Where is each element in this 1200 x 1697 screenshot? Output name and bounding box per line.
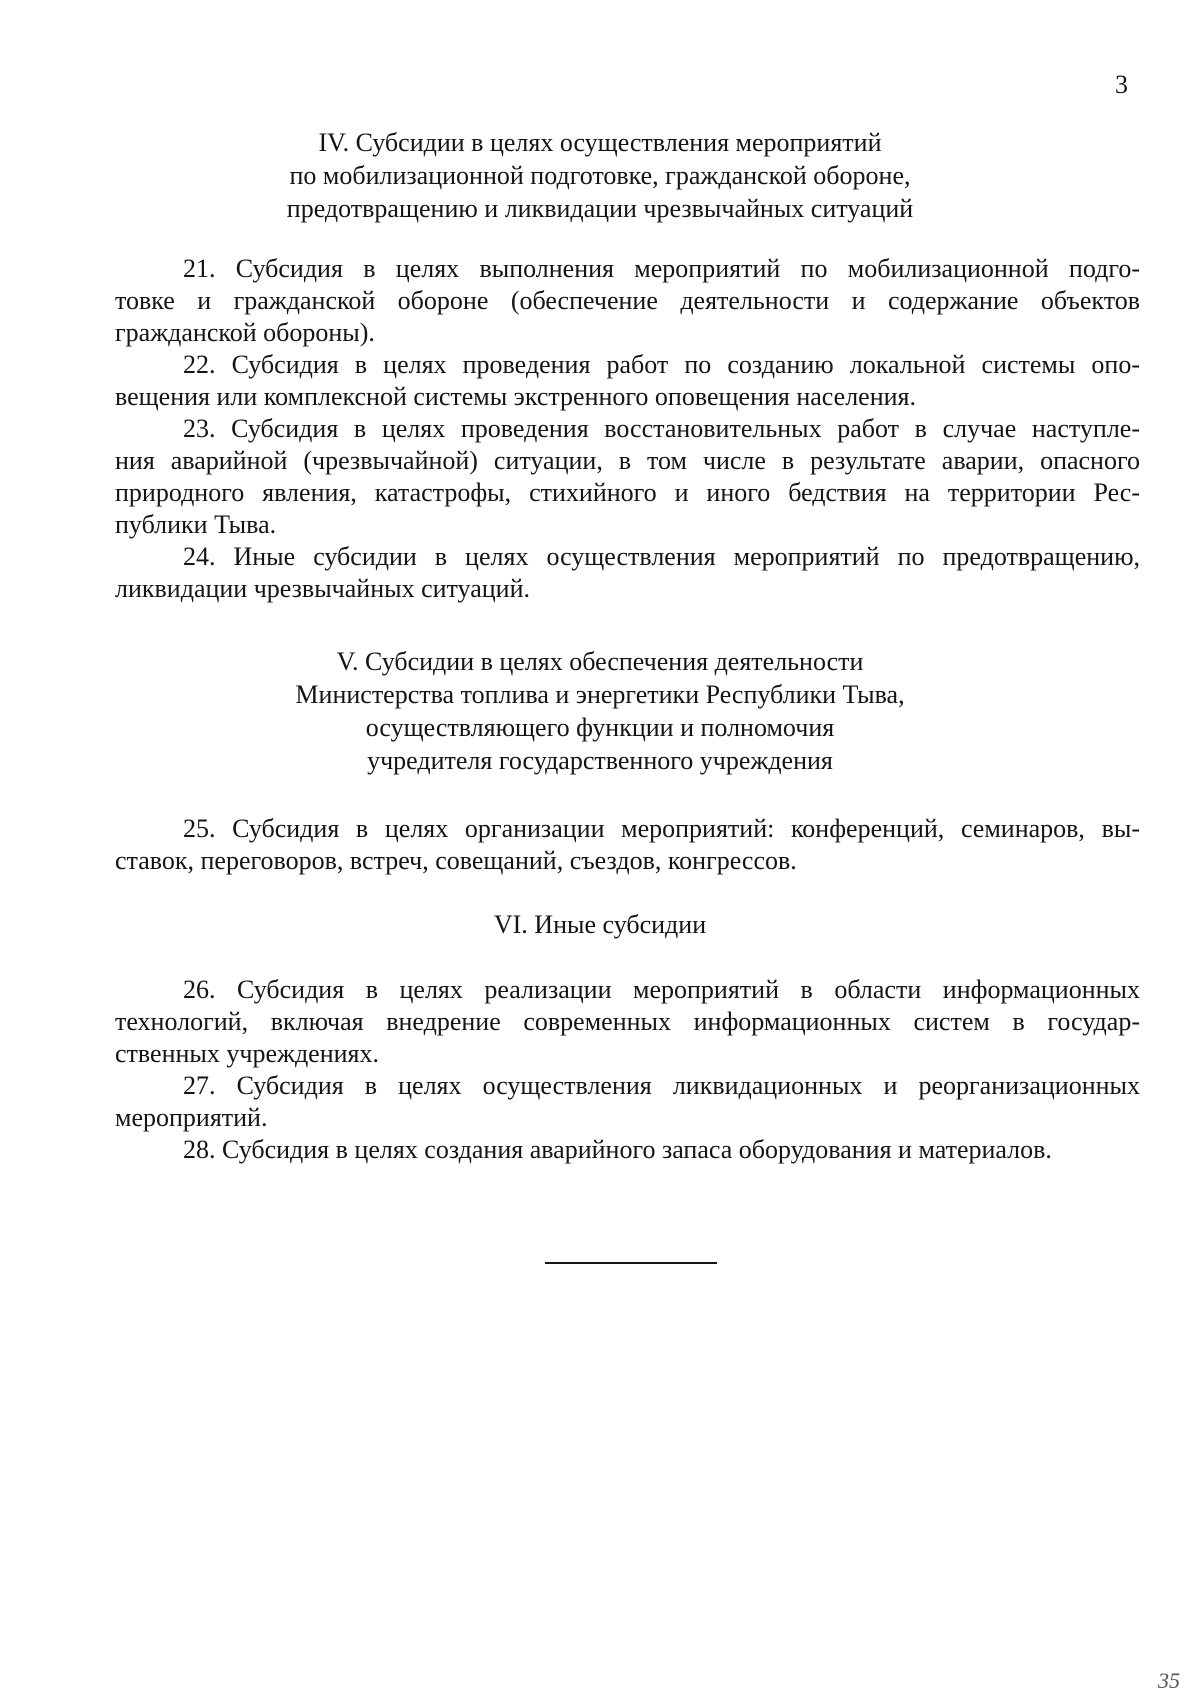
paragraph-line: ния аварийной (чрезвычайной) ситуации, в том числе в результате аварии, опасного [115, 446, 1140, 475]
closing-divider [545, 1262, 717, 1264]
heading-line: V. Субсидии в целях обеспечения деятельности [336, 647, 864, 676]
heading-line: Министерства топлива и энергетики Республики Тыва, [295, 680, 905, 709]
paragraph-line: 26. Субсидия в целях реализации мероприятий в области информационных [183, 975, 1140, 1004]
paragraph-22 [115, 349, 1140, 413]
heading-line: предотвращению и ликвидации чрезвычайных ситуаций [286, 194, 914, 223]
paragraph-line: публики Тыва. [115, 510, 277, 539]
paragraph-line: гражданской обороны). [115, 318, 375, 347]
paragraph-line: технологий, включая внедрение современных информационных систем в государ- [115, 1007, 1140, 1036]
paragraph-24 [115, 541, 1140, 605]
heading-line: по мобилизационной подготовке, гражданской обороне, [289, 161, 911, 190]
paragraph-line: 27. Субсидия в целях осуществления ликвидационных и реорганизационных [183, 1071, 1140, 1100]
paragraph-27 [115, 1070, 1140, 1134]
paragraph-line: 21. Субсидия в целях выполнения мероприятий по мобилизационной подго- [183, 254, 1140, 283]
paragraph-26 [115, 974, 1140, 1070]
paragraph-28 [115, 1134, 1140, 1166]
paragraph-line: мероприятий. [115, 1103, 268, 1132]
paragraph-21 [115, 253, 1140, 349]
paragraph-line: 22. Субсидия в целях проведения работ по созданию локальной системы опо- [183, 350, 1140, 379]
paragraph-line: 24. Иные субсидии в целях осуществления мероприятий по предотвращению, [183, 542, 1140, 571]
section-v-body [115, 813, 1140, 877]
paragraph-line: товке и гражданской обороне (обеспечение деятельности и содержание объектов [115, 286, 1140, 315]
paragraph-line: ставок, переговоров, встреч, совещаний, съездов, конгрессов. [115, 846, 797, 875]
paragraph-line: вещения или комплексной системы экстренного оповещения населения. [115, 382, 917, 411]
paragraph-line: 25. Субсидия в целях организации мероприятий: конференций, семинаров, вы- [183, 814, 1140, 843]
paragraph-line: ликвидации чрезвычайных ситуаций. [115, 574, 530, 603]
paragraph-line: ственных учреждениях. [115, 1039, 379, 1068]
heading-line: осуществляющего функции и полномочия [365, 713, 835, 742]
paragraph-line: природного явления, катастрофы, стихийного и иного бедствия на территории Рес- [115, 478, 1140, 507]
section-v-heading [150, 645, 1050, 777]
heading-line: IV. Субсидии в целях осуществления мероприятий [318, 128, 882, 157]
handwritten-page-mark: 35 [1158, 1668, 1180, 1693]
heading-line: учредителя государственного учреждения [367, 746, 833, 775]
section-vi-body [115, 974, 1140, 1166]
section-iv-heading [150, 126, 1050, 225]
paragraph-line: 23. Субсидия в целях проведения восстановительных работ в случае наступле- [183, 414, 1140, 443]
paragraph-line: 28. Субсидия в целях создания аварийного запаса оборудования и материалов. [183, 1135, 1052, 1164]
paragraph-25 [115, 813, 1140, 877]
page-number: 3 [1115, 70, 1128, 99]
paragraph-23 [115, 413, 1140, 541]
section-vi-heading [150, 908, 1050, 941]
section-iv-body [115, 253, 1140, 605]
heading-line: VI. Иные субсидии [493, 910, 707, 939]
